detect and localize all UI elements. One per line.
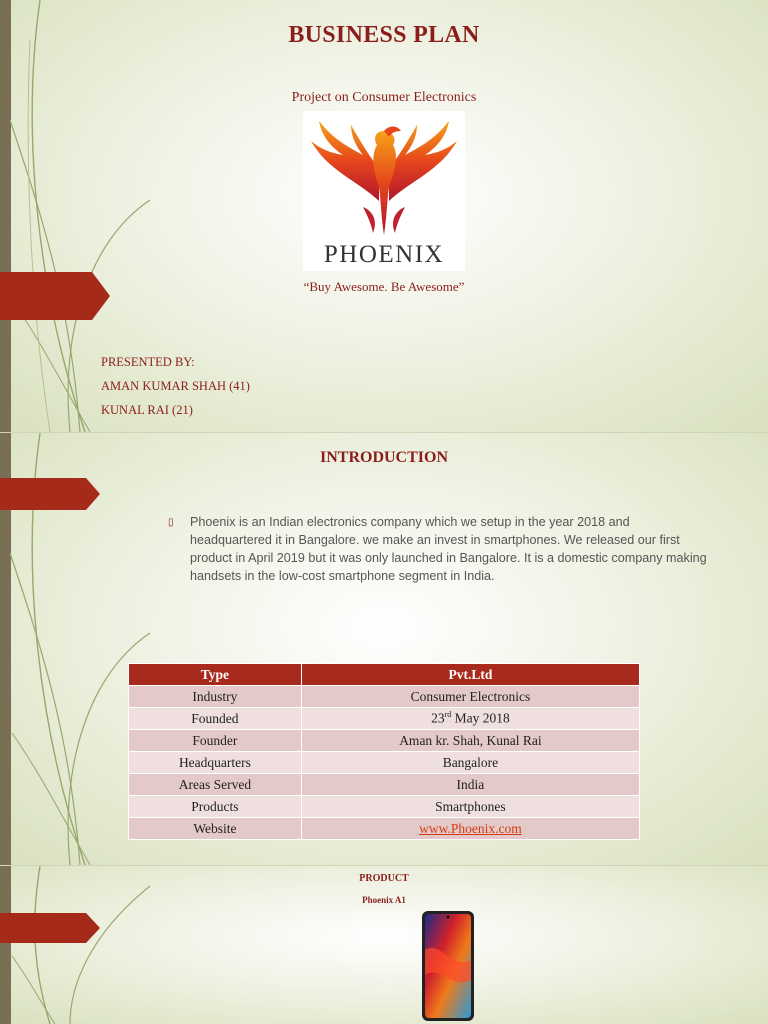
arrow-shape-icon [0,478,100,510]
section-title: INTRODUCTION [319,449,448,466]
table-cell: India [301,774,639,796]
table-row [129,796,640,818]
table-row [129,708,640,730]
product-name: Phoenix A1 [362,895,406,905]
company-info-table [128,663,640,840]
founded-rest: May 2018 [451,710,510,726]
smartphone-icon [421,910,475,1022]
phoenix-logo [303,111,465,271]
table-cell: Founded [129,708,302,730]
table-row [129,818,640,840]
presented-by-label: PRESENTED BY: [101,355,195,369]
table-cell: Aman kr. Shah, Kunal Rai [301,730,639,752]
table-cell: Founder [129,730,302,752]
table-cell: Headquarters [129,752,302,774]
table-cell: Bangalore [301,752,639,774]
table-cell: Industry [129,686,302,708]
slide-introduction [0,433,768,865]
section-title: PRODUCT [359,873,409,884]
table-header-cell: Type [129,664,302,686]
page-title: BUSINESS PLAN [288,22,480,48]
table-cell: Products [129,796,302,818]
table-header-cell: Pvt.Ltd [301,664,639,686]
table-row [129,730,640,752]
intro-bullet [168,513,708,585]
arrow-shape-icon [0,913,100,943]
table-row [129,774,640,796]
table-cell [301,818,639,840]
decorative-swirl-icon [0,866,160,1024]
table-cell: Areas Served [129,774,302,796]
bullet-icon: ▯ [168,517,174,528]
table-row [129,752,640,774]
founded-suffix: rd [444,710,452,720]
slide-product [0,866,768,1024]
table-cell: Website [129,818,302,840]
website-link[interactable]: www.Phoenix.com [419,820,522,836]
slide-left-bar [0,866,11,1024]
table-cell: Smartphones [301,796,639,818]
subtitle: Project on Consumer Electronics [291,90,477,105]
tagline: “Buy Awesome. Be Awesome” [303,279,465,294]
intro-text: Phoenix is an Indian electronics company which we setup in the year 2018 and headquartered it in Bangalore. we make an invest in smartphones. We released our first product in April 2019 but it was only launched in Bangalore. It is a domestic company making handsets in the low-cost smartphone segment in India. [190,515,707,583]
presenter-name: KUNAL RAI (21) [101,403,193,417]
slide-title [0,0,768,432]
logo-wordmark: PHOENIX [323,241,445,268]
table-cell-founded [301,708,639,730]
presenter-name: AMAN KUMAR SHAH (41) [101,379,250,393]
table-cell: Consumer Electronics [301,686,639,708]
table-header-row [129,664,640,686]
founded-day: 23 [431,710,445,726]
phoenix-logo-icon [303,111,465,241]
slide-left-bar [0,0,11,432]
table-row [129,686,640,708]
presenters-block [101,350,250,422]
